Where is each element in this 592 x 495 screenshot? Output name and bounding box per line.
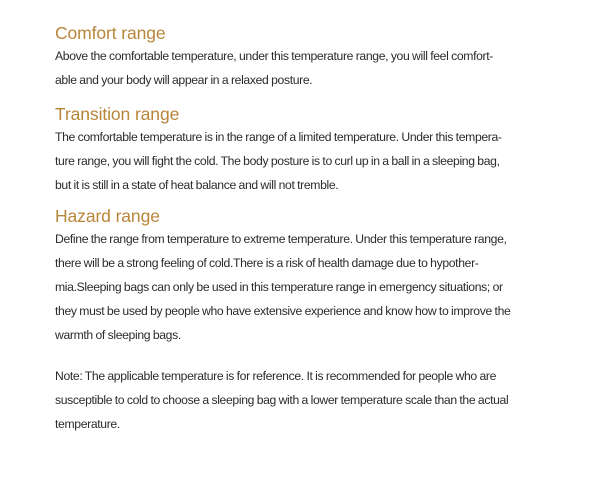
text-line: Note: The applicable temperature is for reference. It is recommended for people who are	[55, 369, 497, 383]
comfort-range-section	[55, 22, 535, 92]
text-line: mia.Sleeping bags can only be used in this temperature range in emergency situations; or	[55, 280, 503, 294]
text-line: The comfortable temperature is in the range of a limited temperature. Under this tempera-	[55, 130, 502, 144]
comfort-range-text	[55, 44, 535, 92]
transition-range-section	[55, 103, 535, 197]
text-line: temperature.	[55, 417, 120, 431]
text-line: susceptible to cold to choose a sleeping bag with a lower temperature scale than the actual	[55, 393, 509, 407]
note-text	[55, 364, 535, 436]
text-line: they must be used by people who have extensive experience and know how to improve the	[55, 304, 511, 318]
transition-range-heading: Transition range	[55, 104, 180, 124]
text-line: Above the comfortable temperature, under this temperature range, you will feel comfort-	[55, 49, 493, 63]
text-line: there will be a strong feeling of cold.There is a risk of health damage due to hypother-	[55, 256, 479, 270]
text-line: but it is still in a state of heat balance and will not tremble.	[55, 178, 339, 192]
text-line: Define the range from temperature to extreme temperature. Under this temperature range,	[55, 232, 507, 246]
note-section	[55, 364, 535, 436]
transition-range-text	[55, 125, 535, 197]
comfort-range-heading: Comfort range	[55, 23, 166, 43]
hazard-range-text	[55, 227, 535, 347]
text-line: warmth of sleeping bags.	[55, 328, 181, 342]
hazard-range-section	[55, 205, 535, 347]
text-line: able and your body will appear in a relaxed posture.	[55, 73, 313, 87]
hazard-range-heading: Hazard range	[55, 206, 160, 226]
text-line: ture range, you will fight the cold. The body posture is to curl up in a ball in a sleeping bag,	[55, 154, 500, 168]
